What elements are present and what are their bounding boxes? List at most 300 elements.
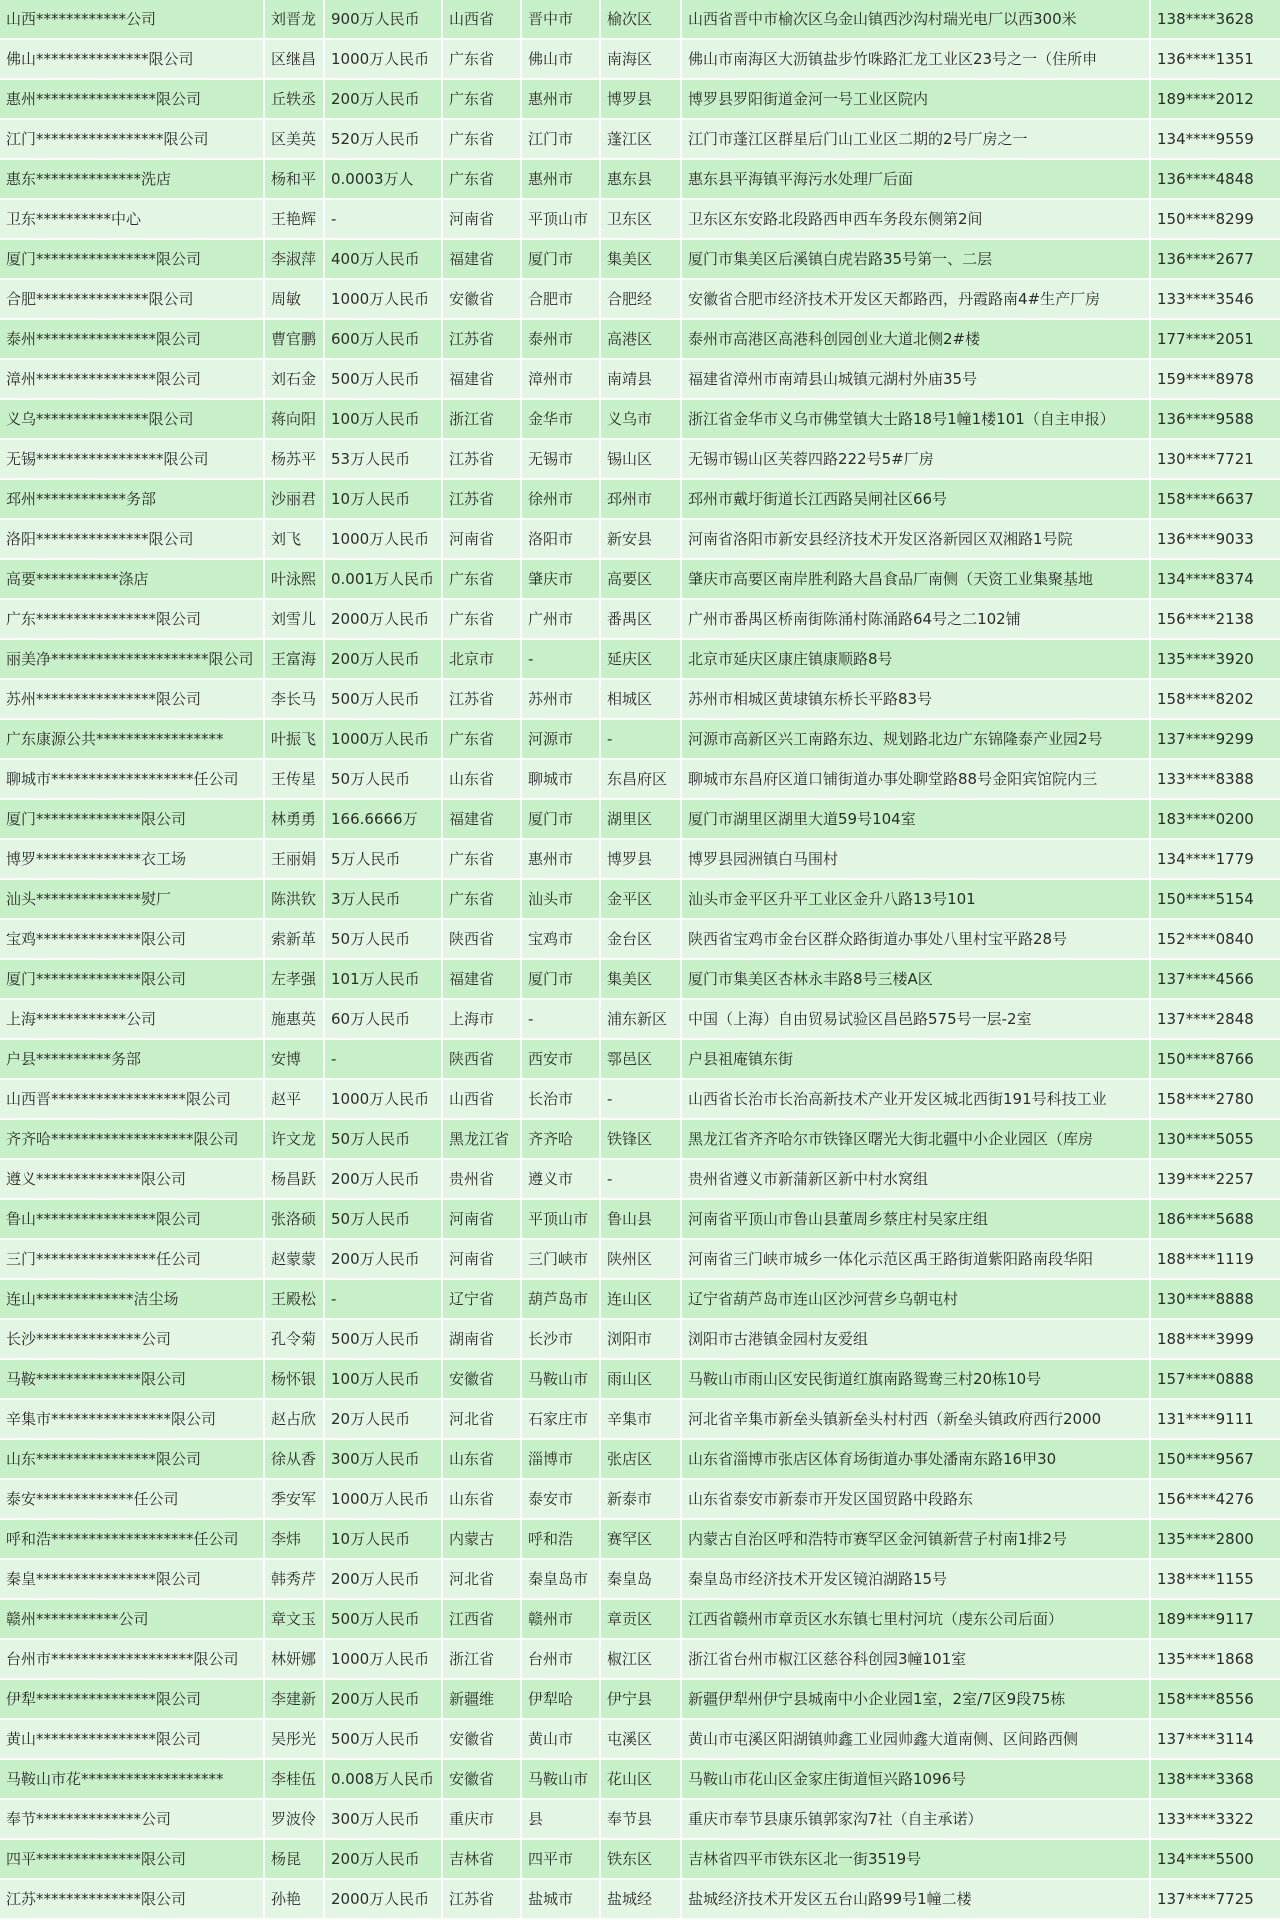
legal-person-cell: 章文玉 — [265, 1600, 325, 1638]
city-cell: 县 — [522, 1800, 601, 1838]
city-cell: 长治市 — [522, 1080, 601, 1118]
legal-person-cell: 刘飞 — [265, 520, 325, 558]
table-row — [0, 920, 1280, 960]
address-cell: 吉林省四平市铁东区北一街3519号 — [682, 1840, 1151, 1878]
company-name-cell: 江苏**************限公司 — [0, 1880, 265, 1918]
district-cell: 鲁山县 — [601, 1200, 682, 1238]
legal-person-cell: 赵蒙蒙 — [265, 1240, 325, 1278]
district-cell: 赛罕区 — [601, 1520, 682, 1558]
table-row — [0, 1760, 1280, 1800]
phone-cell: 150****8299 — [1157, 210, 1254, 228]
address-cell: 聊城市东昌府区道口铺街道办事处聊堂路88号金阳宾馆院内三 — [682, 760, 1151, 798]
phone-cell: 130****7721 — [1157, 450, 1254, 468]
city-cell: 晋中市 — [522, 0, 601, 38]
district-cell: 新泰市 — [601, 1480, 682, 1518]
city-cell: 呼和浩 — [522, 1520, 601, 1558]
registered-capital-cell: - — [325, 1280, 443, 1318]
company-name-cell: 呼和浩*******************任公司 — [0, 1520, 265, 1558]
company-name-cell: 马鞍山市花******************* — [0, 1760, 265, 1798]
company-name-cell: 邳州************务部 — [0, 480, 265, 518]
registered-capital-cell: 200万人民币 — [325, 640, 443, 678]
city-cell: 佛山市 — [522, 40, 601, 78]
registered-capital-cell: 900万人民币 — [325, 0, 443, 38]
table-row — [0, 840, 1280, 880]
phone-cell: 158****8202 — [1157, 690, 1254, 708]
address-cell: 江门市蓬江区群星后门山工业区二期的2号厂房之一 — [682, 120, 1151, 158]
table-row — [0, 960, 1280, 1000]
address-cell: 中国（上海）自由贸易试验区昌邑路575号一层-2室 — [682, 1000, 1151, 1038]
province-cell: 重庆市 — [443, 1800, 522, 1838]
district-cell: 延庆区 — [601, 640, 682, 678]
registered-capital-cell: 1000万人民币 — [325, 720, 443, 758]
registered-capital-cell: 500万人民币 — [325, 360, 443, 398]
table-row — [0, 160, 1280, 200]
address-cell: 黄山市屯溪区阳湖镇帅鑫工业园帅鑫大道南侧、区间路西侧 — [682, 1720, 1151, 1758]
city-cell: 金华市 — [522, 400, 601, 438]
company-name-cell: 厦门**************限公司 — [0, 960, 265, 998]
district-cell: 邳州市 — [601, 480, 682, 518]
company-name-cell: 上海************公司 — [0, 1000, 265, 1038]
phone-cell: 138****3368 — [1157, 1770, 1254, 1788]
city-cell: 石家庄市 — [522, 1400, 601, 1438]
city-cell: 合肥市 — [522, 280, 601, 318]
legal-person-cell: 李炜 — [265, 1520, 325, 1558]
address-cell: 泰州市高港区高港科创园创业大道北侧2#楼 — [682, 320, 1151, 358]
phone-cell: 131****9111 — [1157, 1410, 1254, 1428]
legal-person-cell: 徐从香 — [265, 1440, 325, 1478]
province-cell: 浙江省 — [443, 1640, 522, 1678]
registered-capital-cell: 53万人民币 — [325, 440, 443, 478]
city-cell: 徐州市 — [522, 480, 601, 518]
phone-cell: 158****6637 — [1157, 490, 1254, 508]
district-cell: 奉节县 — [601, 1800, 682, 1838]
city-cell: 赣州市 — [522, 1600, 601, 1638]
city-cell: 聊城市 — [522, 760, 601, 798]
city-cell: 台州市 — [522, 1640, 601, 1678]
phone-cell: 135****3920 — [1157, 650, 1254, 668]
legal-person-cell: 刘晋龙 — [265, 0, 325, 38]
legal-person-cell: 叶泳熙 — [265, 560, 325, 598]
district-cell: 集美区 — [601, 240, 682, 278]
registered-capital-cell: 200万人民币 — [325, 1240, 443, 1278]
city-cell: 惠州市 — [522, 160, 601, 198]
address-cell: 佛山市南海区大沥镇盐步竹咮路汇龙工业区23号之一（住所申 — [682, 40, 1151, 78]
company-name-cell: 赣州***********公司 — [0, 1600, 265, 1638]
district-cell: 辛集市 — [601, 1400, 682, 1438]
address-cell: 惠东县平海镇平海污水处理厂后面 — [682, 160, 1151, 198]
phone-cell: 158****2780 — [1157, 1090, 1254, 1108]
company-name-cell: 泰安*************任公司 — [0, 1480, 265, 1518]
legal-person-cell: 王丽娟 — [265, 840, 325, 878]
legal-person-cell: 区美英 — [265, 120, 325, 158]
phone-cell: 186****5688 — [1157, 1210, 1254, 1228]
province-cell: 福建省 — [443, 360, 522, 398]
address-cell: 陕西省宝鸡市金台区群众路街道办事处八里村宝平路28号 — [682, 920, 1151, 958]
district-cell: 铁锋区 — [601, 1120, 682, 1158]
province-cell: 山西省 — [443, 1080, 522, 1118]
phone-cell: 137****9299 — [1157, 730, 1254, 748]
phone-cell: 150****9567 — [1157, 1450, 1254, 1468]
legal-person-cell: 刘石金 — [265, 360, 325, 398]
phone-cell: 138****1155 — [1157, 1570, 1254, 1588]
province-cell: 河北省 — [443, 1400, 522, 1438]
registered-capital-cell: 1000万人民币 — [325, 520, 443, 558]
address-cell: 汕头市金平区升平工业区金升八路13号101 — [682, 880, 1151, 918]
registered-capital-cell: 2000万人民币 — [325, 600, 443, 638]
table-row — [0, 1680, 1280, 1720]
legal-person-cell: 许文龙 — [265, 1120, 325, 1158]
district-cell: 湖里区 — [601, 800, 682, 838]
company-name-cell: 四平**************限公司 — [0, 1840, 265, 1878]
province-cell: 河南省 — [443, 1240, 522, 1278]
city-cell: - — [522, 640, 601, 678]
district-cell: 东昌府区 — [601, 760, 682, 798]
district-cell: 博罗县 — [601, 840, 682, 878]
district-cell: - — [601, 1160, 682, 1198]
table-row — [0, 80, 1280, 120]
registered-capital-cell: 101万人民币 — [325, 960, 443, 998]
province-cell: 广东省 — [443, 880, 522, 918]
table-row — [0, 680, 1280, 720]
address-cell: 山东省淄博市张店区体育场街道办事处潘南东路16甲30 — [682, 1440, 1151, 1478]
city-cell: 黄山市 — [522, 1720, 601, 1758]
city-cell: 秦皇岛市 — [522, 1560, 601, 1598]
address-cell: 河南省洛阳市新安县经济技术开发区洛新园区双湘路1号院 — [682, 520, 1151, 558]
legal-person-cell: 陈洪钦 — [265, 880, 325, 918]
table-row — [0, 1520, 1280, 1560]
legal-person-cell: 韩秀芹 — [265, 1560, 325, 1598]
city-cell: 四平市 — [522, 1840, 601, 1878]
district-cell: 金平区 — [601, 880, 682, 918]
table-row — [0, 520, 1280, 560]
district-cell: 番禺区 — [601, 600, 682, 638]
registered-capital-cell: 600万人民币 — [325, 320, 443, 358]
registered-capital-cell: 520万人民币 — [325, 120, 443, 158]
district-cell: 浦东新区 — [601, 1000, 682, 1038]
district-cell: 金台区 — [601, 920, 682, 958]
city-cell: 淄博市 — [522, 1440, 601, 1478]
legal-person-cell: 杨苏平 — [265, 440, 325, 478]
address-cell: 厦门市集美区后溪镇白虎岩路35号第一、二层 — [682, 240, 1151, 278]
province-cell: 浙江省 — [443, 400, 522, 438]
district-cell: 集美区 — [601, 960, 682, 998]
district-cell: - — [601, 1080, 682, 1118]
province-cell: 安徽省 — [443, 1360, 522, 1398]
district-cell: 雨山区 — [601, 1360, 682, 1398]
district-cell: 伊宁县 — [601, 1680, 682, 1718]
address-cell: 浙江省金华市义乌市佛堂镇大士路18号1幢1楼101（自主申报） — [682, 400, 1151, 438]
city-cell: 三门峡市 — [522, 1240, 601, 1278]
legal-person-cell: 沙丽君 — [265, 480, 325, 518]
registered-capital-cell: 50万人民币 — [325, 760, 443, 798]
table-row — [0, 360, 1280, 400]
legal-person-cell: 杨昆 — [265, 1840, 325, 1878]
province-cell: 山东省 — [443, 760, 522, 798]
province-cell: 河北省 — [443, 1560, 522, 1598]
city-cell: 漳州市 — [522, 360, 601, 398]
province-cell: 福建省 — [443, 240, 522, 278]
province-cell: 广东省 — [443, 840, 522, 878]
table-row — [0, 1280, 1280, 1320]
city-cell: 平顶山市 — [522, 200, 601, 238]
address-cell: 户县祖庵镇东街 — [682, 1040, 1151, 1078]
company-name-cell: 惠东**************洗店 — [0, 160, 265, 198]
city-cell: 河源市 — [522, 720, 601, 758]
registered-capital-cell: 3万人民币 — [325, 880, 443, 918]
province-cell: 广东省 — [443, 560, 522, 598]
table-row — [0, 1440, 1280, 1480]
company-name-cell: 台州市*******************限公司 — [0, 1640, 265, 1678]
city-cell: 厦门市 — [522, 800, 601, 838]
phone-cell: 189****9117 — [1157, 1610, 1254, 1628]
address-cell: 浙江省台州市椒江区慈谷科创园3幢101室 — [682, 1640, 1151, 1678]
province-cell: 广东省 — [443, 600, 522, 638]
registered-capital-cell: 500万人民币 — [325, 1320, 443, 1358]
legal-person-cell: 孙艳 — [265, 1880, 325, 1918]
phone-cell: 135****1868 — [1157, 1650, 1254, 1668]
district-cell: 鄠邑区 — [601, 1040, 682, 1078]
table-row — [0, 1200, 1280, 1240]
legal-person-cell: 左孝强 — [265, 960, 325, 998]
table-row — [0, 720, 1280, 760]
province-cell: 安徽省 — [443, 1760, 522, 1798]
company-name-cell: 佛山***************限公司 — [0, 40, 265, 78]
phone-cell: 188****1119 — [1157, 1250, 1254, 1268]
table-row — [0, 1160, 1280, 1200]
registered-capital-cell: 10万人民币 — [325, 1520, 443, 1558]
province-cell: 河南省 — [443, 1200, 522, 1238]
district-cell: 铁东区 — [601, 1840, 682, 1878]
address-cell: 博罗县园洲镇白马围村 — [682, 840, 1151, 878]
legal-person-cell: 叶振飞 — [265, 720, 325, 758]
legal-person-cell: 杨昌跃 — [265, 1160, 325, 1198]
province-cell: 江苏省 — [443, 480, 522, 518]
legal-person-cell: 林勇勇 — [265, 800, 325, 838]
table-row — [0, 760, 1280, 800]
address-cell: 北京市延庆区康庄镇康顺路8号 — [682, 640, 1151, 678]
phone-cell: 159****8978 — [1157, 370, 1254, 388]
registered-capital-cell: 20万人民币 — [325, 1400, 443, 1438]
address-cell: 河南省三门峡市城乡一体化示范区禹王路街道紫阳路南段华阳 — [682, 1240, 1151, 1278]
registered-capital-cell: 1000万人民币 — [325, 1640, 443, 1678]
company-name-cell: 惠州****************限公司 — [0, 80, 265, 118]
registered-capital-cell: 50万人民币 — [325, 1120, 443, 1158]
address-cell: 厦门市集美区杏林永丰路8号三楼A区 — [682, 960, 1151, 998]
table-row — [0, 640, 1280, 680]
address-cell: 厦门市湖里区湖里大道59号104室 — [682, 800, 1151, 838]
phone-cell: 156****2138 — [1157, 610, 1254, 628]
district-cell: 南海区 — [601, 40, 682, 78]
province-cell: 广东省 — [443, 80, 522, 118]
district-cell: 锡山区 — [601, 440, 682, 478]
table-row — [0, 120, 1280, 160]
province-cell: 陕西省 — [443, 1040, 522, 1078]
registered-capital-cell: 0.0003万人 — [325, 160, 443, 198]
company-name-cell: 秦皇****************限公司 — [0, 1560, 265, 1598]
phone-cell: 136****2677 — [1157, 250, 1254, 268]
district-cell: 高要区 — [601, 560, 682, 598]
registered-capital-cell: 300万人民币 — [325, 1440, 443, 1478]
address-cell: 肇庆市高要区南岸胜利路大昌食品厂南侧（天资工业集聚基地 — [682, 560, 1151, 598]
company-name-cell: 齐齐哈*******************限公司 — [0, 1120, 265, 1158]
table-row — [0, 1840, 1280, 1880]
table-row — [0, 560, 1280, 600]
province-cell: 新疆维 — [443, 1680, 522, 1718]
phone-cell: 152****0840 — [1157, 930, 1254, 948]
company-name-cell: 山东****************限公司 — [0, 1440, 265, 1478]
address-cell: 山西省晋中市榆次区乌金山镇西沙沟村瑞光电厂以西300米 — [682, 0, 1151, 38]
legal-person-cell: 周敏 — [265, 280, 325, 318]
company-name-cell: 厦门**************限公司 — [0, 800, 265, 838]
district-cell: 椒江区 — [601, 1640, 682, 1678]
company-name-cell: 无锡*****************限公司 — [0, 440, 265, 478]
district-cell: - — [601, 720, 682, 758]
phone-cell: 137****2848 — [1157, 1010, 1254, 1028]
address-cell: 江西省赣州市章贡区水东镇七里村河坑（虔东公司后面） — [682, 1600, 1151, 1638]
registered-capital-cell: 0.008万人民币 — [325, 1760, 443, 1798]
province-cell: 辽宁省 — [443, 1280, 522, 1318]
city-cell: 西安市 — [522, 1040, 601, 1078]
phone-cell: 189****2012 — [1157, 90, 1254, 108]
province-cell: 山西省 — [443, 0, 522, 38]
phone-cell: 139****2257 — [1157, 1170, 1254, 1188]
company-name-cell: 洛阳***************限公司 — [0, 520, 265, 558]
legal-person-cell: 王传星 — [265, 760, 325, 798]
phone-cell: 135****2800 — [1157, 1530, 1254, 1548]
company-name-cell: 丽美净*********************限公司 — [0, 640, 265, 678]
registered-capital-cell: 100万人民币 — [325, 1360, 443, 1398]
phone-cell: 136****4848 — [1157, 170, 1254, 188]
phone-cell: 157****0888 — [1157, 1370, 1254, 1388]
legal-person-cell: 赵平 — [265, 1080, 325, 1118]
table-row — [0, 1240, 1280, 1280]
province-cell: 江苏省 — [443, 440, 522, 478]
province-cell: 福建省 — [443, 800, 522, 838]
table-row — [0, 1640, 1280, 1680]
city-cell: 遵义市 — [522, 1160, 601, 1198]
phone-cell: 133****3546 — [1157, 290, 1254, 308]
province-cell: 福建省 — [443, 960, 522, 998]
address-cell: 福建省漳州市南靖县山城镇元湖村外庙35号 — [682, 360, 1151, 398]
province-cell: 广东省 — [443, 720, 522, 758]
address-cell: 河南省平顶山市鲁山县董周乡蔡庄村吴家庄组 — [682, 1200, 1151, 1238]
registered-capital-cell: 200万人民币 — [325, 1560, 443, 1598]
city-cell: 泰州市 — [522, 320, 601, 358]
phone-cell: 136****9588 — [1157, 410, 1254, 428]
province-cell: 安徽省 — [443, 1720, 522, 1758]
district-cell: 义乌市 — [601, 400, 682, 438]
company-name-cell: 高要***********涤店 — [0, 560, 265, 598]
table-row — [0, 1800, 1280, 1840]
company-name-cell: 苏州****************限公司 — [0, 680, 265, 718]
district-cell: 卫东区 — [601, 200, 682, 238]
province-cell: 山东省 — [443, 1480, 522, 1518]
legal-person-cell: 王艳辉 — [265, 200, 325, 238]
address-cell: 博罗县罗阳街道金河一号工业区院内 — [682, 80, 1151, 118]
address-cell: 河北省辛集市新垒头镇新垒头村村西（新垒头镇政府西行2000 — [682, 1400, 1151, 1438]
legal-person-cell: 蒋向阳 — [265, 400, 325, 438]
address-cell: 黑龙江省齐齐哈尔市铁锋区曙光大街北疆中小企业园区（库房 — [682, 1120, 1151, 1158]
company-name-cell: 合肥***************限公司 — [0, 280, 265, 318]
registered-capital-cell: 500万人民币 — [325, 680, 443, 718]
district-cell: 陕州区 — [601, 1240, 682, 1278]
province-cell: 河南省 — [443, 520, 522, 558]
legal-person-cell: 李桂伍 — [265, 1760, 325, 1798]
registered-capital-cell: 400万人民币 — [325, 240, 443, 278]
table-row — [0, 40, 1280, 80]
phone-cell: 156****4276 — [1157, 1490, 1254, 1508]
district-cell: 蓬江区 — [601, 120, 682, 158]
address-cell: 新疆伊犁州伊宁县城南中小企业园1室，2室/7区9段75栋 — [682, 1680, 1151, 1718]
address-cell: 卫东区东安路北段路西申西车务段东侧第2间 — [682, 200, 1151, 238]
city-cell: 齐齐哈 — [522, 1120, 601, 1158]
table-row — [0, 400, 1280, 440]
company-name-cell: 广东康源公共***************** — [0, 720, 265, 758]
address-cell: 苏州市相城区黄埭镇东桥长平路83号 — [682, 680, 1151, 718]
phone-cell: 137****3114 — [1157, 1730, 1254, 1748]
phone-cell: 134****9559 — [1157, 130, 1254, 148]
district-cell: 南靖县 — [601, 360, 682, 398]
city-cell: 广州市 — [522, 600, 601, 638]
city-cell: 平顶山市 — [522, 1200, 601, 1238]
registered-capital-cell: 200万人民币 — [325, 1840, 443, 1878]
address-cell: 贵州省遵义市新蒲新区新中村水窝组 — [682, 1160, 1151, 1198]
city-cell: 惠州市 — [522, 840, 601, 878]
city-cell: 江门市 — [522, 120, 601, 158]
registered-capital-cell: 60万人民币 — [325, 1000, 443, 1038]
company-name-cell: 长沙**************公司 — [0, 1320, 265, 1358]
district-cell: 新安县 — [601, 520, 682, 558]
table-row — [0, 320, 1280, 360]
company-name-cell: 奉节**************公司 — [0, 1800, 265, 1838]
table-row — [0, 440, 1280, 480]
registered-capital-cell: 0.001万人民币 — [325, 560, 443, 598]
province-cell: 广东省 — [443, 40, 522, 78]
city-cell: 葫芦岛市 — [522, 1280, 601, 1318]
city-cell: 宝鸡市 — [522, 920, 601, 958]
district-cell: 浏阳市 — [601, 1320, 682, 1358]
legal-person-cell: 安博 — [265, 1040, 325, 1078]
phone-cell: 130****8888 — [1157, 1290, 1254, 1308]
company-name-cell: 博罗**************衣工场 — [0, 840, 265, 878]
phone-cell: 150****8766 — [1157, 1050, 1254, 1068]
company-name-cell: 泰州****************限公司 — [0, 320, 265, 358]
table-row — [0, 1480, 1280, 1520]
registered-capital-cell: 50万人民币 — [325, 1200, 443, 1238]
legal-person-cell: 吴彤光 — [265, 1720, 325, 1758]
address-cell: 盐城经济技术开发区五台山路99号1幢二楼 — [682, 1880, 1151, 1918]
registered-capital-cell: - — [325, 1040, 443, 1078]
legal-person-cell: 施惠英 — [265, 1000, 325, 1038]
table-row — [0, 1560, 1280, 1600]
legal-person-cell: 林妍娜 — [265, 1640, 325, 1678]
registered-capital-cell: 5万人民币 — [325, 840, 443, 878]
province-cell: 江西省 — [443, 1600, 522, 1638]
registered-capital-cell: 50万人民币 — [325, 920, 443, 958]
address-cell: 山东省泰安市新泰市开发区国贸路中段路东 — [682, 1480, 1151, 1518]
company-name-cell: 鲁山****************限公司 — [0, 1200, 265, 1238]
company-name-cell: 广东****************限公司 — [0, 600, 265, 638]
table-row — [0, 1040, 1280, 1080]
table-row — [0, 1880, 1280, 1920]
company-name-cell: 马鞍**************限公司 — [0, 1360, 265, 1398]
city-cell: 肇庆市 — [522, 560, 601, 598]
province-cell: 江苏省 — [443, 680, 522, 718]
legal-person-cell: 张洛硕 — [265, 1200, 325, 1238]
city-cell: 厦门市 — [522, 960, 601, 998]
address-cell: 秦皇岛市经济技术开发区镜泊湖路15号 — [682, 1560, 1151, 1598]
city-cell: 厦门市 — [522, 240, 601, 278]
